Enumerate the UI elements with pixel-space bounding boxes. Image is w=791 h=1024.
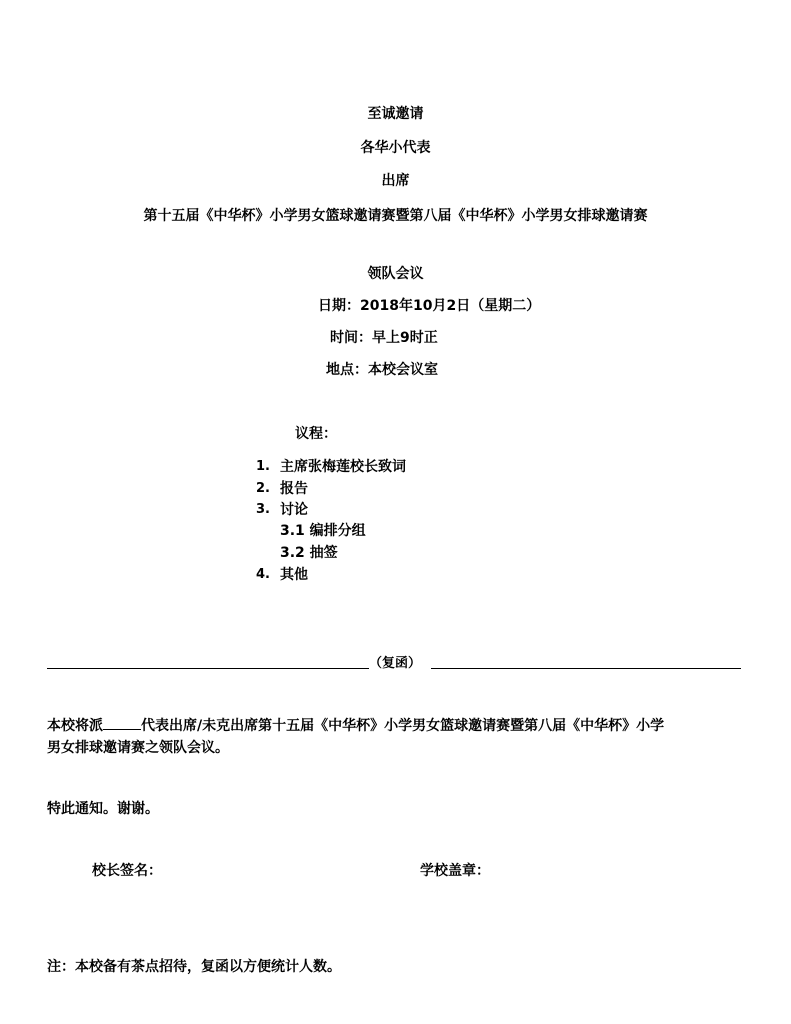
agenda-item-text: 3.1 编排分组	[280, 523, 366, 539]
representative-count-blank[interactable]	[103, 715, 141, 730]
agenda-item-number: 1.	[256, 459, 270, 474]
agenda-item-text: 3.2 抽签	[280, 545, 338, 561]
divider-line-right	[431, 668, 741, 669]
meeting-title: 领队会议	[367, 266, 424, 282]
meeting-time: 时间：早上9时正	[330, 330, 438, 346]
invite-line-2: 各华小代表	[360, 140, 431, 156]
reply-body-prefix: 本校将派	[47, 718, 103, 734]
reply-body-rest: 代表出席/未克出席第十五届《中华杯》小学男女篮球邀请赛暨第八届《中华杯》小学	[141, 718, 665, 734]
reply-body-line-2: 男女排球邀请赛之领队会议。	[47, 740, 229, 756]
invite-line-1: 至诚邀请	[367, 106, 424, 122]
meeting-venue: 地点：本校会议室	[326, 362, 438, 378]
event-title: 第十五届《中华杯》小学男女篮球邀请赛暨第八届《中华杯》小学男女排球邀请赛	[143, 208, 648, 224]
principal-signature-label: 校长签名：	[92, 863, 162, 879]
meeting-date: 日期：2018年10月2日（星期二）	[318, 298, 541, 314]
divider-line-left	[47, 668, 369, 669]
agenda-item-text: 其他	[280, 567, 308, 583]
agenda-item-text: 主席张梅莲校长致词	[280, 459, 406, 475]
agenda-item-text: 报告	[280, 481, 308, 497]
agenda-item-number: 4.	[256, 567, 270, 582]
reply-body-line-1	[47, 715, 664, 735]
school-seal-label: 学校盖章：	[420, 863, 490, 879]
agenda-item-text: 讨论	[280, 502, 308, 518]
notice-text: 特此通知。谢谢。	[47, 801, 159, 817]
reply-label: （复函）	[369, 656, 422, 671]
invite-line-3: 出席	[381, 173, 410, 189]
footnote: 注：本校备有茶点招待，复函以方便统计人数。	[47, 959, 341, 975]
agenda-item-number: 3.	[256, 502, 270, 517]
agenda-item-number: 2.	[256, 481, 270, 496]
agenda-title: 议程：	[295, 426, 337, 442]
